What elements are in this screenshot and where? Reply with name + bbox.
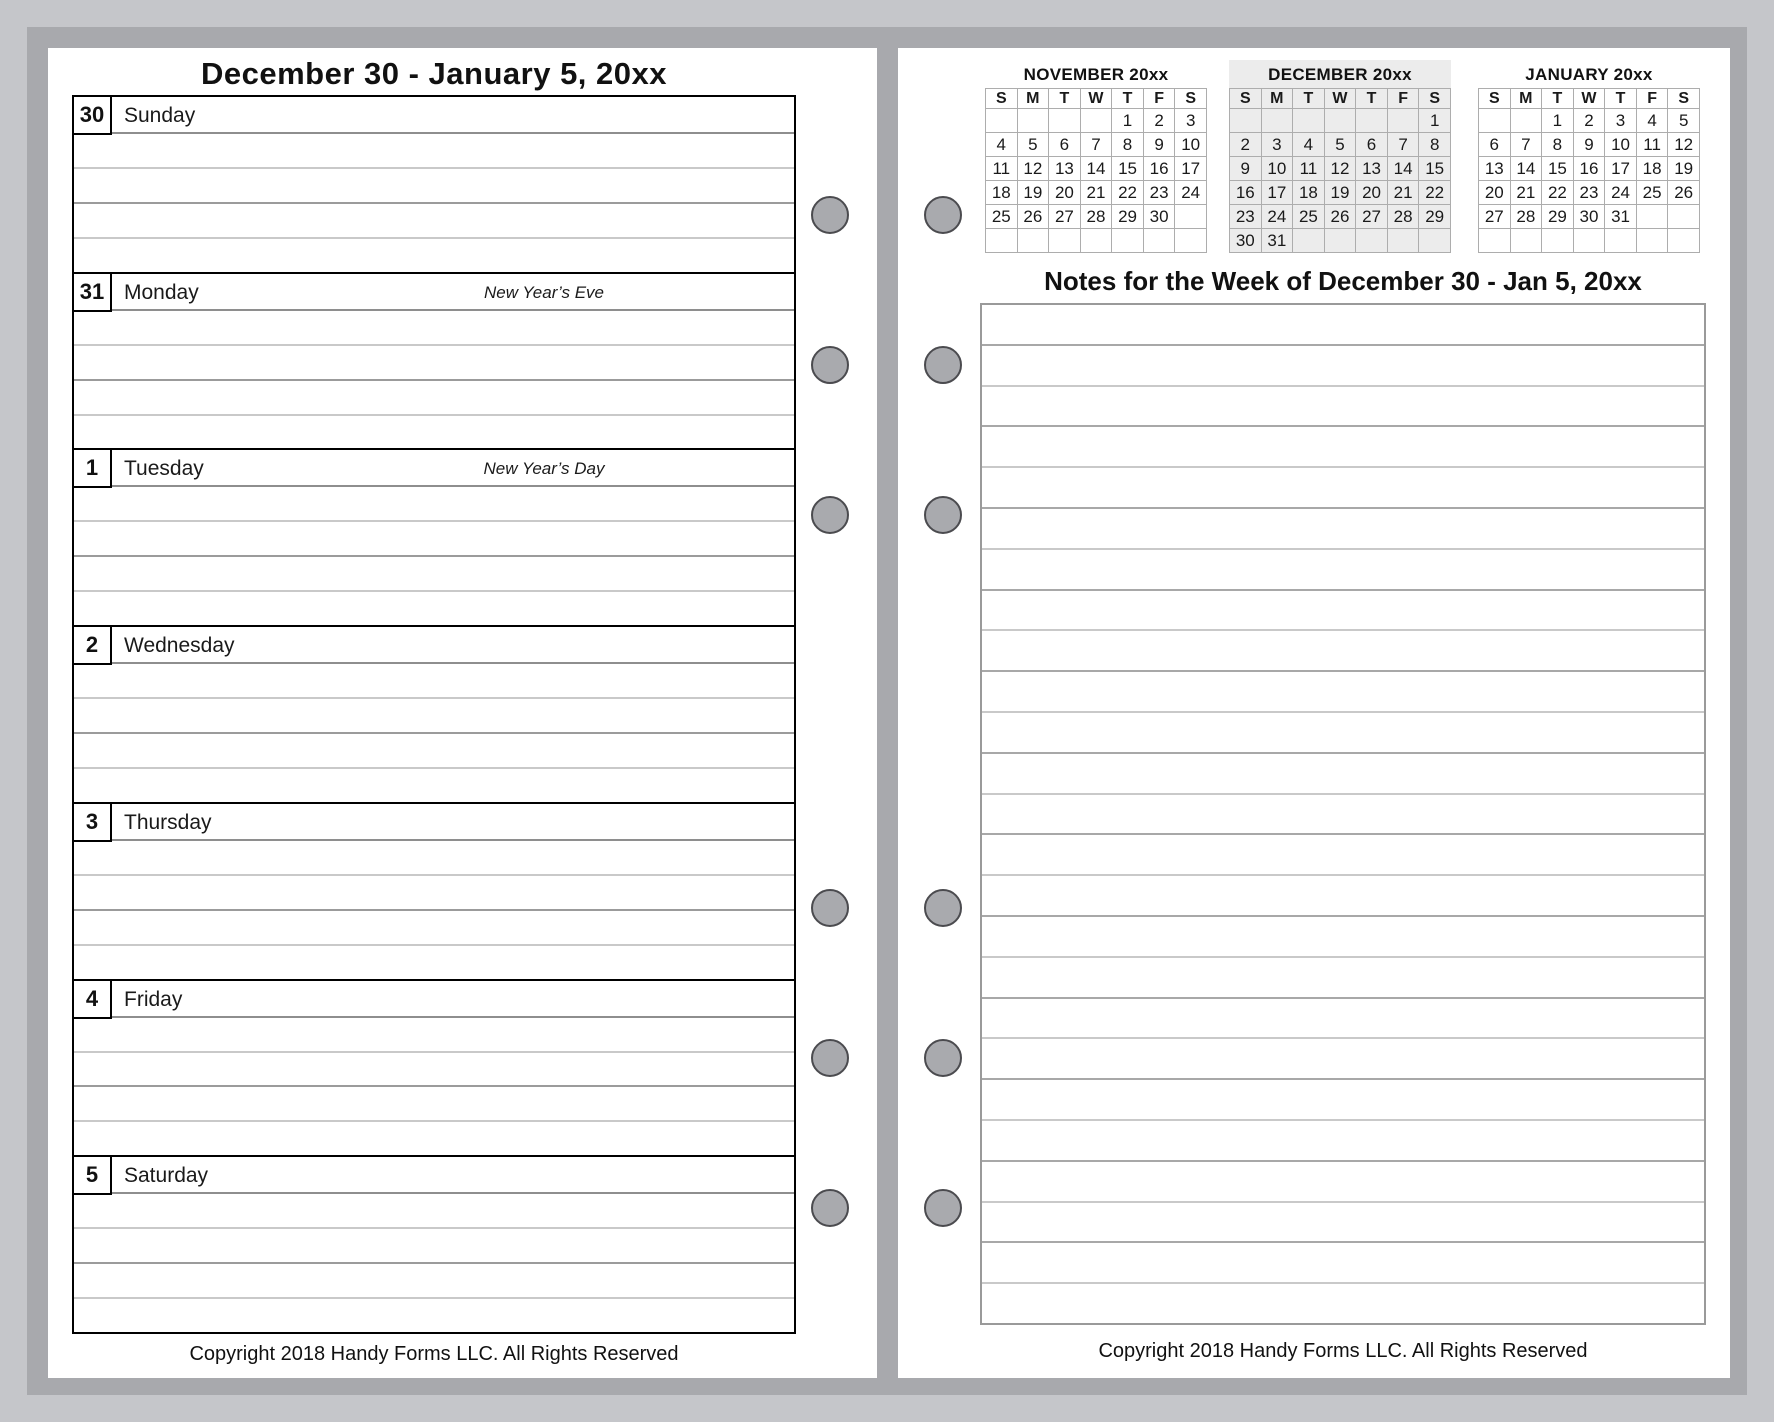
writing-line xyxy=(74,944,794,979)
calendar-day-cell: 22 xyxy=(1112,181,1144,205)
weekday-header-cell: T xyxy=(1112,89,1144,109)
note-line xyxy=(982,711,1704,752)
holiday-label xyxy=(404,981,684,1016)
calendar-day-cell: 16 xyxy=(1143,157,1175,181)
calendar-day-cell: 13 xyxy=(1479,157,1511,181)
calendar-day-cell: 10 xyxy=(1261,157,1293,181)
day-name-label: Thursday xyxy=(124,810,212,834)
mini-calendar-november xyxy=(985,60,1207,253)
weekday-header-cell: M xyxy=(1261,89,1293,109)
writing-line xyxy=(74,1192,794,1227)
calendar-day-cell: 12 xyxy=(1668,133,1700,157)
binder-hole xyxy=(811,346,849,384)
writing-line xyxy=(74,909,794,944)
mini-calendar-title: JANUARY 20xx xyxy=(1525,65,1653,84)
calendar-day-cell: 18 xyxy=(1293,181,1325,205)
holiday-label: New Year’s Eve xyxy=(483,282,604,302)
calendar-week-row xyxy=(1479,205,1700,229)
day-header xyxy=(74,627,794,662)
weekday-header-cell: S xyxy=(1668,89,1700,109)
calendar-day-cell: 16 xyxy=(1230,181,1262,205)
calendar-day-cell: 20 xyxy=(1356,181,1388,205)
weekday-header-cell: S xyxy=(1419,89,1451,109)
day-section-friday xyxy=(74,979,794,1156)
calendar-day-cell: 28 xyxy=(1510,205,1542,229)
note-line xyxy=(982,833,1704,874)
calendar-day-cell xyxy=(1636,205,1668,229)
calendar-day-cell xyxy=(1479,229,1511,253)
weekday-header-cell: S xyxy=(986,89,1018,109)
calendar-day-cell xyxy=(1143,229,1175,253)
calendar-day-cell: 27 xyxy=(1479,205,1511,229)
day-header xyxy=(74,274,794,309)
calendar-day-cell: 4 xyxy=(986,133,1018,157)
calendar-day-cell: 21 xyxy=(1510,181,1542,205)
day-number-box: 1 xyxy=(72,448,112,488)
calendar-day-cell xyxy=(1510,229,1542,253)
calendar-day-cell: 12 xyxy=(1017,157,1049,181)
calendar-day-cell: 15 xyxy=(1419,157,1451,181)
writing-line xyxy=(74,309,794,344)
calendar-day-cell: 24 xyxy=(1261,205,1293,229)
calendar-day-cell xyxy=(1293,229,1325,253)
calendar-day-cell: 19 xyxy=(1017,181,1049,205)
writing-line xyxy=(74,167,794,202)
calendar-day-cell: 6 xyxy=(1479,133,1511,157)
writing-line xyxy=(74,202,794,237)
calendar-day-cell xyxy=(1387,109,1419,133)
binder-hole xyxy=(924,1039,962,1077)
notes-table xyxy=(980,303,1706,1325)
weekday-header-cell: T xyxy=(1293,89,1325,109)
calendar-day-cell: 7 xyxy=(1510,133,1542,157)
calendar-week-row xyxy=(1479,133,1700,157)
calendar-week-row xyxy=(986,133,1207,157)
calendar-day-cell: 11 xyxy=(1293,157,1325,181)
binder-hole xyxy=(811,1189,849,1227)
weekday-header-cell: W xyxy=(1080,89,1112,109)
writing-line xyxy=(74,1120,794,1155)
calendar-day-cell xyxy=(1175,229,1207,253)
note-line xyxy=(982,466,1704,507)
calendar-day-cell: 3 xyxy=(1175,109,1207,133)
calendar-day-cell: 30 xyxy=(1573,205,1605,229)
writing-line xyxy=(74,414,794,449)
weekday-header-cell: T xyxy=(1356,89,1388,109)
writing-line xyxy=(74,1227,794,1262)
mini-calendar-title: NOVEMBER 20xx xyxy=(1023,65,1169,84)
note-line xyxy=(982,425,1704,466)
calendar-day-cell: 20 xyxy=(1479,181,1511,205)
weekday-header-row xyxy=(986,89,1207,109)
calendar-day-cell xyxy=(1668,205,1700,229)
calendar-day-cell xyxy=(1230,109,1262,133)
day-table xyxy=(72,95,796,1334)
calendar-week-row xyxy=(1479,157,1700,181)
calendar-day-cell xyxy=(1479,109,1511,133)
holiday-label xyxy=(404,804,684,839)
calendar-day-cell: 13 xyxy=(1356,157,1388,181)
writing-line xyxy=(74,697,794,732)
calendar-day-cell: 30 xyxy=(1230,229,1262,253)
calendar-day-cell: 30 xyxy=(1143,205,1175,229)
calendar-day-cell xyxy=(1049,229,1081,253)
day-section-monday xyxy=(74,272,794,449)
calendar-day-cell: 19 xyxy=(1324,181,1356,205)
calendar-day-cell: 9 xyxy=(1230,157,1262,181)
weekday-header-cell: F xyxy=(1636,89,1668,109)
note-line xyxy=(982,874,1704,915)
weekday-header-cell: T xyxy=(1049,89,1081,109)
calendar-day-cell: 17 xyxy=(1175,157,1207,181)
day-name-label: Monday xyxy=(124,280,199,304)
day-header xyxy=(74,450,794,485)
mini-calendar-title: DECEMBER 20xx xyxy=(1268,65,1412,84)
mini-calendar-grid xyxy=(1229,88,1451,253)
weekday-header-row xyxy=(1230,89,1451,109)
writing-line xyxy=(74,874,794,909)
calendar-day-cell xyxy=(1080,229,1112,253)
calendar-day-cell xyxy=(1573,229,1605,253)
calendar-day-cell xyxy=(1356,229,1388,253)
calendar-day-cell: 27 xyxy=(1356,205,1388,229)
day-header xyxy=(74,1157,794,1192)
calendar-day-cell: 22 xyxy=(1419,181,1451,205)
calendar-day-cell: 1 xyxy=(1542,109,1574,133)
calendar-day-cell: 22 xyxy=(1542,181,1574,205)
holiday-label xyxy=(404,1157,684,1192)
calendar-day-cell: 19 xyxy=(1668,157,1700,181)
calendar-day-cell: 15 xyxy=(1112,157,1144,181)
holiday-label xyxy=(404,97,684,132)
weekday-header-cell: M xyxy=(1017,89,1049,109)
calendar-day-cell xyxy=(1112,229,1144,253)
day-number-box: 5 xyxy=(72,1155,112,1195)
calendar-day-cell: 8 xyxy=(1112,133,1144,157)
calendar-day-cell: 9 xyxy=(1573,133,1605,157)
holiday-label xyxy=(404,627,684,662)
note-line xyxy=(982,1078,1704,1119)
calendar-day-cell: 18 xyxy=(1636,157,1668,181)
weekday-header-cell: W xyxy=(1324,89,1356,109)
note-line xyxy=(982,305,1704,344)
binder-hole xyxy=(924,496,962,534)
note-line xyxy=(982,1241,1704,1282)
calendar-day-cell: 10 xyxy=(1605,133,1637,157)
calendar-week-row xyxy=(986,181,1207,205)
calendar-day-cell: 21 xyxy=(1387,181,1419,205)
writing-line xyxy=(74,1051,794,1086)
calendar-day-cell xyxy=(1636,229,1668,253)
day-name-label: Sunday xyxy=(124,104,196,127)
note-line xyxy=(982,1160,1704,1201)
calendar-week-row xyxy=(1479,181,1700,205)
calendar-day-cell: 31 xyxy=(1261,229,1293,253)
writing-line xyxy=(74,590,794,625)
calendar-day-cell xyxy=(986,229,1018,253)
writing-line xyxy=(74,237,794,272)
calendar-day-cell xyxy=(1605,229,1637,253)
day-number-box: 31 xyxy=(72,272,112,312)
day-section-sunday xyxy=(74,97,794,272)
writing-line xyxy=(74,767,794,802)
calendar-day-cell xyxy=(1542,229,1574,253)
calendar-day-cell xyxy=(1293,109,1325,133)
binder-hole xyxy=(811,1039,849,1077)
day-header xyxy=(74,981,794,1016)
calendar-day-cell: 7 xyxy=(1080,133,1112,157)
writing-line xyxy=(74,520,794,555)
calendar-day-cell: 2 xyxy=(1573,109,1605,133)
writing-line xyxy=(74,1085,794,1120)
calendar-day-cell xyxy=(1324,229,1356,253)
note-line xyxy=(982,997,1704,1038)
calendar-day-cell: 12 xyxy=(1324,157,1356,181)
calendar-day-cell: 23 xyxy=(1143,181,1175,205)
calendar-day-cell xyxy=(1175,205,1207,229)
calendar-day-cell xyxy=(1324,109,1356,133)
calendar-day-cell: 5 xyxy=(1668,109,1700,133)
calendar-day-cell xyxy=(986,109,1018,133)
week-page xyxy=(48,48,877,1378)
calendar-day-cell: 17 xyxy=(1261,181,1293,205)
calendar-day-cell: 3 xyxy=(1261,133,1293,157)
calendar-day-cell: 13 xyxy=(1049,157,1081,181)
calendar-day-cell: 29 xyxy=(1112,205,1144,229)
calendar-day-cell: 1 xyxy=(1112,109,1144,133)
calendar-day-cell: 11 xyxy=(1636,133,1668,157)
holiday-label: New Year’s Day xyxy=(483,459,605,479)
note-line xyxy=(982,956,1704,997)
day-header xyxy=(74,97,794,132)
weekday-header-row xyxy=(1479,89,1700,109)
weekday-header-cell: S xyxy=(1479,89,1511,109)
right-copyright: Copyright 2018 Handy Forms LLC. All Rights Reserved xyxy=(1098,1340,1588,1362)
mini-calendar-grid xyxy=(985,88,1207,253)
left-copyright: Copyright 2018 Handy Forms LLC. All Rights Reserved xyxy=(189,1343,679,1365)
calendar-day-cell: 7 xyxy=(1387,133,1419,157)
calendar-day-cell: 14 xyxy=(1387,157,1419,181)
note-line xyxy=(982,344,1704,385)
calendar-day-cell: 6 xyxy=(1356,133,1388,157)
calendar-day-cell: 11 xyxy=(986,157,1018,181)
note-line xyxy=(982,548,1704,589)
day-number-box: 2 xyxy=(72,625,112,665)
binder-hole xyxy=(924,346,962,384)
note-line xyxy=(982,1119,1704,1160)
writing-line xyxy=(74,662,794,697)
calendar-week-row xyxy=(986,109,1207,133)
calendar-day-cell: 2 xyxy=(1143,109,1175,133)
calendar-day-cell: 6 xyxy=(1049,133,1081,157)
weekday-header-cell: S xyxy=(1175,89,1207,109)
note-line xyxy=(982,1201,1704,1242)
writing-line xyxy=(74,1262,794,1297)
note-line xyxy=(982,752,1704,793)
note-line xyxy=(982,507,1704,548)
calendar-day-cell xyxy=(1510,109,1542,133)
calendar-week-row xyxy=(1230,109,1451,133)
writing-line xyxy=(74,1016,794,1051)
day-name-label: Friday xyxy=(124,987,183,1011)
calendar-day-cell xyxy=(1387,229,1419,253)
mini-calendar-december xyxy=(1229,60,1451,253)
calendar-day-cell: 29 xyxy=(1419,205,1451,229)
writing-line xyxy=(74,555,794,590)
calendar-week-row xyxy=(1230,157,1451,181)
weekday-header-cell: T xyxy=(1542,89,1574,109)
day-section-tuesday xyxy=(74,448,794,625)
calendar-day-cell: 20 xyxy=(1049,181,1081,205)
day-number-box: 3 xyxy=(72,802,112,842)
calendar-day-cell: 28 xyxy=(1387,205,1419,229)
day-number-box: 4 xyxy=(72,979,112,1019)
note-line xyxy=(982,1282,1704,1323)
weekday-header-cell: T xyxy=(1605,89,1637,109)
binder-hole xyxy=(924,1189,962,1227)
calendar-week-row xyxy=(986,157,1207,181)
weekday-header-cell: S xyxy=(1230,89,1262,109)
calendar-day-cell: 9 xyxy=(1143,133,1175,157)
note-line xyxy=(982,670,1704,711)
calendar-day-cell xyxy=(1261,109,1293,133)
calendar-day-cell xyxy=(1017,109,1049,133)
note-line xyxy=(982,793,1704,834)
day-number-box: 30 xyxy=(72,95,112,135)
day-name-label: Tuesday xyxy=(124,457,204,481)
weekday-header-cell: F xyxy=(1143,89,1175,109)
calendar-day-cell: 26 xyxy=(1668,181,1700,205)
note-line xyxy=(982,589,1704,630)
calendar-day-cell: 3 xyxy=(1605,109,1637,133)
calendar-day-cell: 8 xyxy=(1542,133,1574,157)
notes-title: Notes for the Week of December 30 - Jan 5, 20xx xyxy=(1044,266,1642,296)
writing-line xyxy=(74,344,794,379)
calendar-day-cell: 31 xyxy=(1605,205,1637,229)
writing-line xyxy=(74,485,794,520)
calendar-week-row xyxy=(1230,181,1451,205)
binder-hole xyxy=(811,496,849,534)
writing-line xyxy=(74,379,794,414)
mini-calendar-january xyxy=(1478,60,1700,253)
calendar-day-cell xyxy=(1080,109,1112,133)
calendar-week-row xyxy=(1230,205,1451,229)
day-header xyxy=(74,804,794,839)
note-line xyxy=(982,629,1704,670)
calendar-day-cell: 4 xyxy=(1636,109,1668,133)
calendar-day-cell: 18 xyxy=(986,181,1018,205)
calendar-day-cell: 24 xyxy=(1175,181,1207,205)
day-section-saturday xyxy=(74,1155,794,1332)
note-line xyxy=(982,915,1704,956)
calendar-day-cell: 25 xyxy=(986,205,1018,229)
note-line xyxy=(982,1037,1704,1078)
calendar-day-cell: 23 xyxy=(1230,205,1262,229)
calendar-day-cell: 28 xyxy=(1080,205,1112,229)
mini-calendar-grid xyxy=(1478,88,1700,253)
day-section-wednesday xyxy=(74,625,794,802)
calendar-day-cell: 17 xyxy=(1605,157,1637,181)
calendar-day-cell: 15 xyxy=(1542,157,1574,181)
calendar-week-row xyxy=(1230,229,1451,253)
binder-hole xyxy=(811,889,849,927)
calendar-day-cell: 5 xyxy=(1324,133,1356,157)
calendar-day-cell: 4 xyxy=(1293,133,1325,157)
calendar-day-cell xyxy=(1419,229,1451,253)
day-name-label: Saturday xyxy=(124,1164,209,1188)
writing-line xyxy=(74,132,794,167)
week-title: December 30 - January 5, 20xx xyxy=(201,56,667,91)
calendar-day-cell: 14 xyxy=(1080,157,1112,181)
binder-hole xyxy=(924,889,962,927)
weekday-header-cell: F xyxy=(1387,89,1419,109)
calendar-day-cell: 10 xyxy=(1175,133,1207,157)
weekday-header-cell: M xyxy=(1510,89,1542,109)
calendar-week-row xyxy=(1479,109,1700,133)
calendar-day-cell: 27 xyxy=(1049,205,1081,229)
calendar-day-cell xyxy=(1049,109,1081,133)
calendar-day-cell: 23 xyxy=(1573,181,1605,205)
day-name-label: Wednesday xyxy=(124,634,235,658)
calendar-day-cell: 24 xyxy=(1605,181,1637,205)
calendar-week-row xyxy=(986,205,1207,229)
calendar-day-cell: 26 xyxy=(1324,205,1356,229)
calendar-week-row xyxy=(1230,133,1451,157)
calendar-day-cell: 26 xyxy=(1017,205,1049,229)
calendar-day-cell: 5 xyxy=(1017,133,1049,157)
writing-line xyxy=(74,732,794,767)
notes-page xyxy=(898,48,1730,1378)
weekday-header-cell: W xyxy=(1573,89,1605,109)
calendar-day-cell: 8 xyxy=(1419,133,1451,157)
calendar-day-cell xyxy=(1017,229,1049,253)
day-section-thursday xyxy=(74,802,794,979)
calendar-day-cell: 1 xyxy=(1419,109,1451,133)
writing-line xyxy=(74,1297,794,1332)
binder-hole xyxy=(811,196,849,234)
calendar-week-row xyxy=(986,229,1207,253)
calendar-day-cell xyxy=(1356,109,1388,133)
calendar-day-cell: 14 xyxy=(1510,157,1542,181)
calendar-day-cell: 21 xyxy=(1080,181,1112,205)
binder-hole xyxy=(924,196,962,234)
calendar-week-row xyxy=(1479,229,1700,253)
calendar-day-cell: 25 xyxy=(1636,181,1668,205)
calendar-day-cell: 16 xyxy=(1573,157,1605,181)
calendar-day-cell: 25 xyxy=(1293,205,1325,229)
calendar-day-cell: 29 xyxy=(1542,205,1574,229)
writing-line xyxy=(74,839,794,874)
calendar-day-cell: 2 xyxy=(1230,133,1262,157)
note-line xyxy=(982,385,1704,426)
calendar-day-cell xyxy=(1668,229,1700,253)
